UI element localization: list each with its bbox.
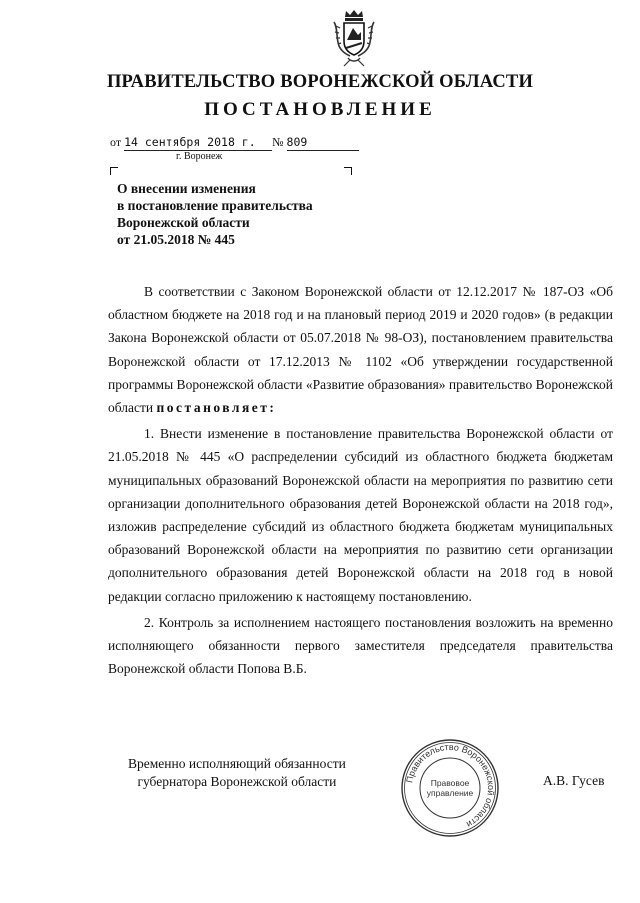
organization-title: ПРАВИТЕЛЬСТВО ВОРОНЕЖСКОЙ ОБЛАСТИ — [106, 72, 534, 92]
date-field — [124, 135, 272, 151]
document-body — [108, 280, 613, 680]
subject-line: О внесении изменения — [117, 181, 256, 196]
date-number-line — [110, 135, 359, 151]
stamp-ring-text: Правительство Воронежской области — [404, 741, 497, 830]
subject-line: в постановление правительства — [117, 198, 313, 213]
subject-line: от 21.05.2018 № 445 — [117, 232, 235, 247]
item-1-paragraph: 1. Внести изменение в постановление правительства Воронежской области от 21.05.2018 № 445 «О распределении субсидий из областного бюджета бюджетам муниципальных образований Воронежской области на мероприятия по развитию сети организации дополнительного образования детей Воронежской области на 2018 год», изложив распределение субсидий из областного бюджета бюджетам муниципальных образований Воронежской области на мероприятия по развитию сети организации дополнительного образования детей Воронежской области на 2018 год в новой редакции согласно приложению к настоящему постановлению. — [108, 426, 613, 604]
item-2-paragraph: 2. Контроль за исполнением настоящего постановления возложить на временно исполняющего обязанности первого заместителя председателя правительства Воронежской области Попова В.Б. — [108, 614, 613, 677]
document-subject — [117, 180, 313, 248]
document-type: ПОСТАНОВЛЕНИЕ — [204, 99, 436, 120]
coat-of-arms-icon — [330, 8, 378, 68]
city-label: г. Воронеж — [176, 151, 223, 162]
official-stamp — [400, 738, 500, 838]
stamp-center-line: управление — [426, 788, 474, 798]
date-value: 14 сентября 2018 г. — [124, 135, 256, 149]
preamble-text: В соответствии с Законом Воронежской области от 12.12.2017 № 187-ОЗ «Об областном бюджете на 2018 год и на плановый период 2019 и 2020 годов» (в редакции Закона Воронежской области от 05.07.2018 № 98-ОЗ), постановлением правительства Воронежской области от 17.12.2013 № 1102 «Об утверждении государственной программы Воронежской области «Развитие образования» правительство Воронежской области — [108, 284, 613, 416]
preamble-paragraph — [108, 280, 613, 419]
subject-line: Воронежской области — [117, 215, 250, 230]
signer-position — [128, 755, 346, 791]
number-value: 809 — [286, 135, 308, 149]
number-field — [287, 135, 359, 151]
signer-position-line: Временно исполняющий обязанности — [128, 756, 346, 771]
signer-position-line: губернатора Воронежской области — [137, 774, 337, 789]
date-prefix: от — [110, 135, 122, 149]
resolves-word: постановляет: — [156, 400, 277, 416]
stamp-center-line: Правовое — [430, 778, 470, 788]
number-prefix: № — [272, 135, 284, 149]
subject-bracket-right — [344, 167, 352, 175]
signer-name: А.В. Гусев — [543, 773, 605, 788]
subject-bracket-left — [110, 167, 118, 175]
